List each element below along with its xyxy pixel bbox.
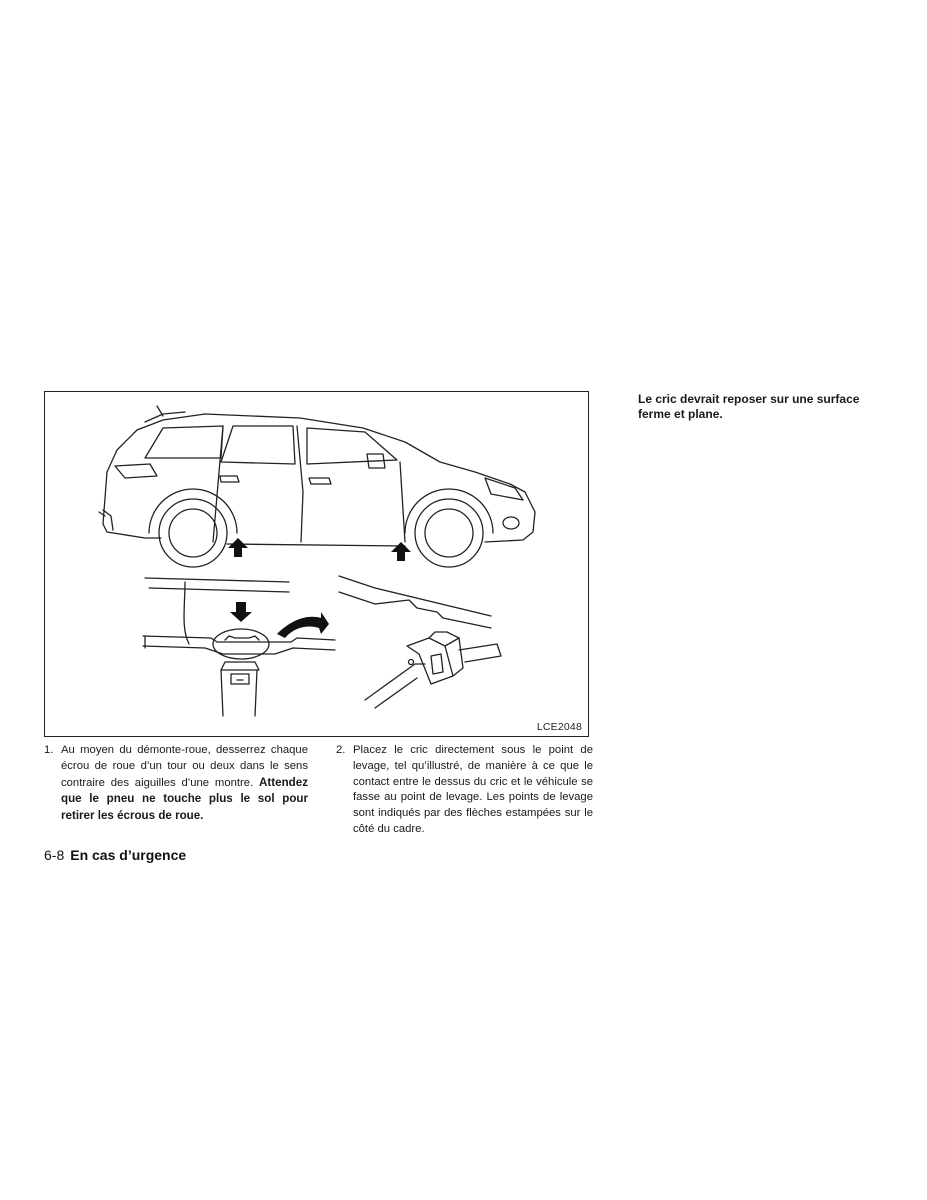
step-number: 1. [44, 744, 54, 756]
vehicle-jacking-illustration [45, 392, 590, 738]
jack-point-figure [44, 391, 589, 737]
step-number: 2. [336, 744, 346, 756]
step-warning: Attendez que le pneu ne touche plus le sol pour retirer les écrous de roue. [61, 775, 308, 823]
figure-code: LCE2048 [536, 721, 582, 733]
jack-surface-note: Le cric devrait reposer sur une surface ferme et plane. [638, 392, 860, 421]
step-text: Placez le cric directement sous le point de levage, tel qu’illustré, de manière à ce que le contact entre le dessus du cric et le véhicule se fasse au point de levage. Les points de levage sont indiqués par des flèches estampées sur le côté du cadre. [353, 744, 593, 835]
page-number: 6-8 [44, 847, 65, 863]
step-text: Au moyen du démonte-roue, desserrez chaque écrou de roue d’un tour ou deux dans le sens contraire des aiguilles d’une montre. [61, 744, 308, 789]
page-footer [44, 847, 186, 863]
step-body [353, 743, 593, 838]
section-title: En cas d’urgence [70, 847, 187, 863]
step-body [61, 743, 308, 825]
